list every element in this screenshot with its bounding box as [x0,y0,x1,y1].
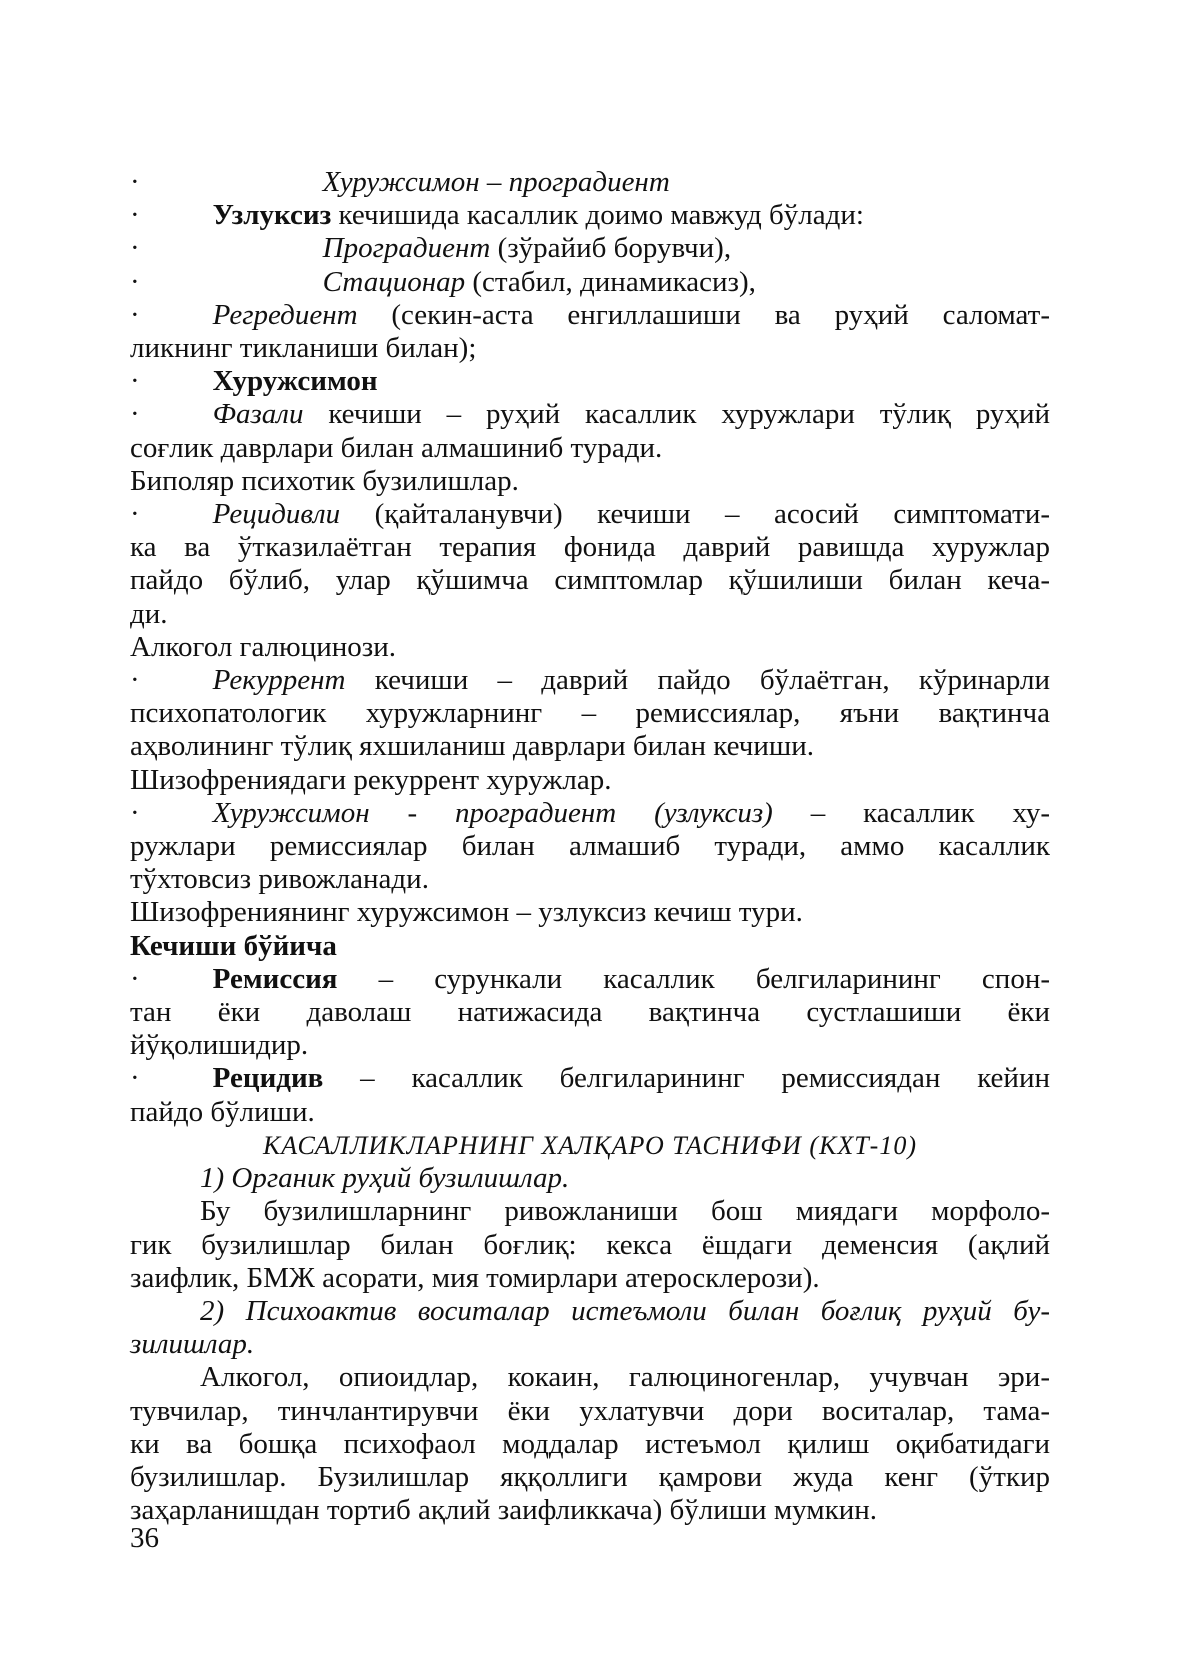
text-line: пайдо бўлиши. [130,1095,315,1128]
list-item: · Узлуксиз кечишида касаллик доимо мавжуд бўлади: [130,199,864,232]
text-line: гик бузилишлар билан боғлиқ: кекса ёшдаги деменсия (ақлий [130,1228,1050,1261]
list-item: · Рецидив – касаллик белгиларининг ремиссиядан кейин [130,1062,1050,1095]
list-item: · Фазали кечиши – руҳий касаллик хуружлари тўлиқ руҳий [130,398,1050,431]
list-item: · Регредиент (секин-аста енгиллашиши ва руҳий саломат- [130,298,1050,331]
text-line: зилишлар. [130,1328,255,1361]
list-item: · Хуружсимон - проградиент (узлуксиз) – касаллик ху- [130,796,1050,829]
text-line: йўқолишидир. [130,1029,309,1062]
text-line: ди. [130,597,168,630]
text-line: Шизофрениянинг хуружсимон – узлуксиз кечиш тури. [130,896,803,929]
text-line: ка ва ўтказилаётган терапия фонида даврий равишда хуружлар [130,531,1050,564]
text-line: соғлик даврлари билан алмашиниб туради. [130,431,663,464]
list-item: · Ремиссия – сурункали касаллик белгиларининг спон- [130,962,1050,995]
text-line: тўхтовсиз ривожланади. [130,863,429,896]
list-item: · Рецидивли (қайталанувчи) кечиши – асосий симптомати- [130,498,1050,531]
text-line: Биполяр психотик бузилишлар. [130,464,519,497]
text-line: заҳарланишдан тортиб ақлий заифликкача) бўлиши мумкин. [130,1494,878,1527]
subsection-heading: 1) Органик руҳий бузилишлар. [200,1162,570,1195]
text-line: ружлари ремиссиялар билан алмашиб туради, аммо касаллик [130,830,1050,863]
text-line: аҳволининг тўлиқ яхшиланиш даврлари билан кечиши. [130,730,814,763]
page-number: 36 [130,1522,159,1554]
text-line: тувчилар, тинчлантирувчи ёки ухлатувчи дори воситалар, тама- [130,1394,1050,1427]
text-line: тан ёки даволаш натижасида вақтинча сустлашиши ёки [130,996,1050,1029]
list-item: · Стационар (стабил, динамикасиз), [130,265,756,298]
text-line: Бу бузилишларнинг ривожланиши бош миядаги морфоло- [200,1195,1050,1228]
text-line: бузилишлар. Бузилишлар яққоллиги қамрови жуда кенг (ўткир [130,1460,1050,1493]
section-title: КАСАЛЛИКЛАРНИНГ ХАЛҚАРО ТАСНИФИ (КХТ-10) [263,1130,917,1160]
list-item: · Хуружсимон [130,365,378,398]
text-line: психопатологик хуружларнинг – ремиссиялар, яъни вақтинча [130,697,1050,730]
list-item: · Рекуррент кечиши – даврий пайдо бўлаётган, кўринарли [130,664,1050,697]
text-line: Алкогол галюцинози. [130,630,396,663]
text-line: Шизофрениядаги рекуррент хуружлар. [130,763,612,796]
text-line: Алкогол, опиоидлар, кокаин, галюциногенлар, учувчан эри- [200,1361,1050,1394]
subsection-heading: 2) Психоактив воситалар истеъмоли билан боғлиқ руҳий бу- [200,1294,1050,1327]
text-line: пайдо бўлиб, улар қўшимча симптомлар қўшилиши билан кеча- [130,564,1050,597]
list-item: · Хуружсимон – проградиент [130,166,670,198]
section-heading: Кечиши бўйича [130,929,337,962]
text-line: ки ва бошқа психофаол моддалар истеъмол қилиш оқибатидаги [130,1427,1050,1460]
text-line: заифлик, БМЖ асорати, мия томирлари атеросклерози). [130,1261,820,1294]
text-line: ликнинг тикланиши билан); [130,332,477,365]
list-item: · Проградиент (зўрайиб борувчи), [130,232,732,265]
